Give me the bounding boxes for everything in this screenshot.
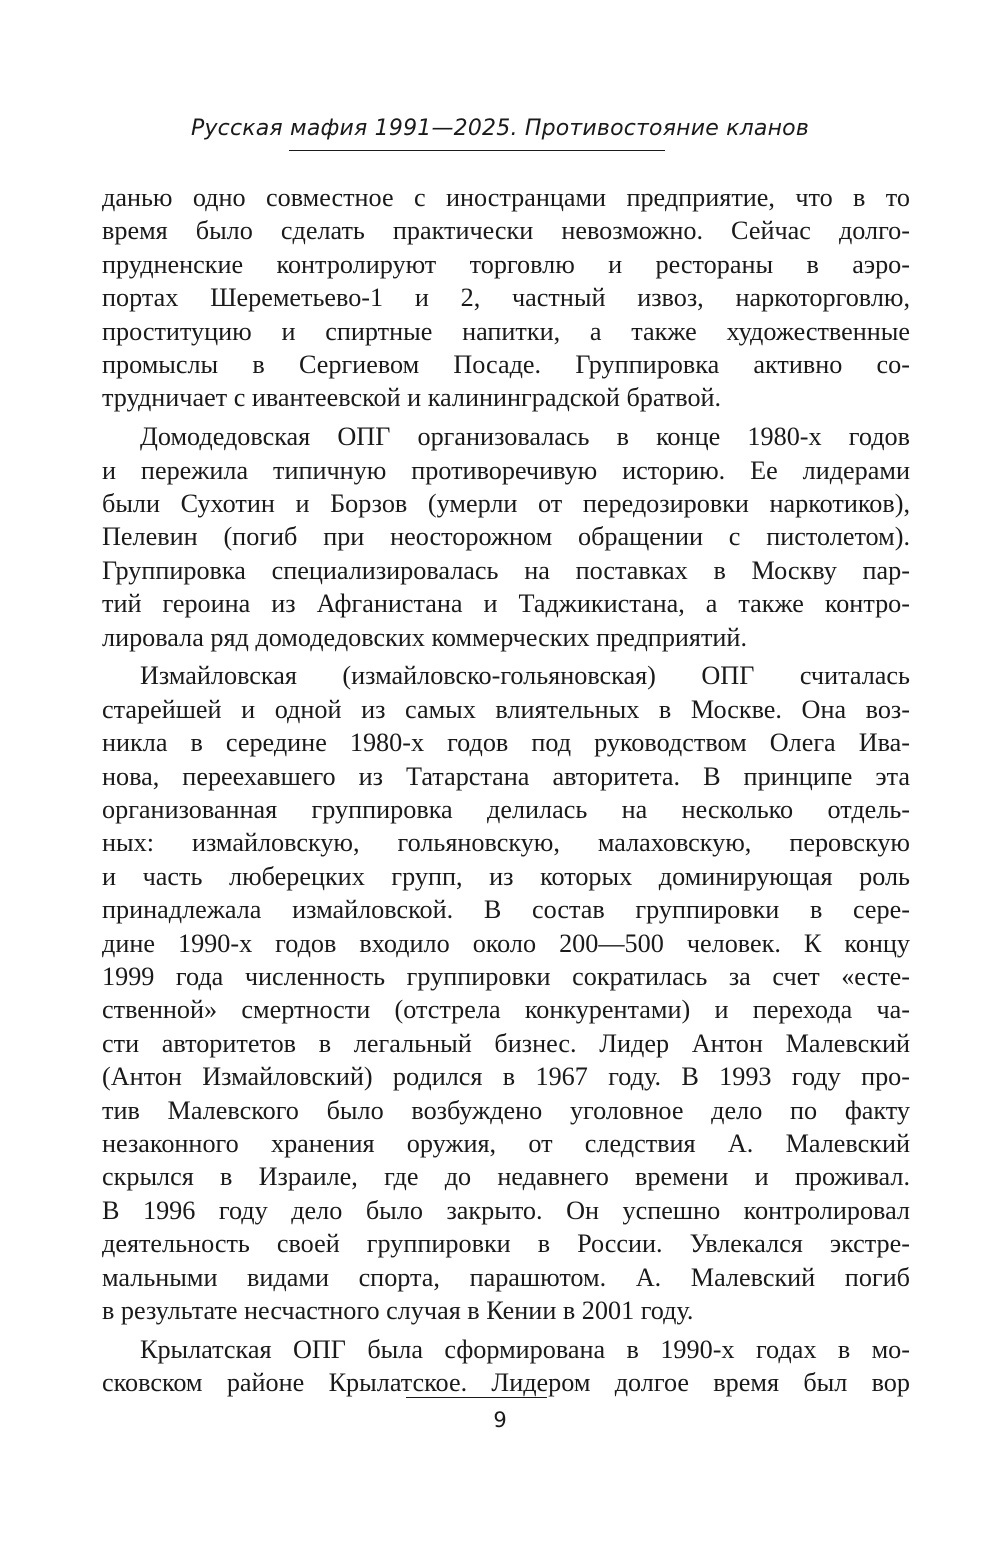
text-line: проституцию и спиртные напитки, а также художественные: [102, 316, 910, 346]
text-line: сковском районе Крылатское. Лидером долгое время был вор: [102, 1368, 910, 1398]
text-line: промыслы в Сергиевом Посаде. Группировка активно со-: [102, 349, 910, 379]
text-line: Крылатская ОПГ была сформирована в 1990-х годах в мо-: [140, 1334, 910, 1364]
text-line: тив Малевского было возбуждено уголовное дело по факту: [102, 1095, 910, 1125]
text-line: и пережила типичную противоречивую историю. Ее лидерами: [102, 455, 910, 485]
running-header-title: Русская мафия 1991—2025. Противостояние кланов: [190, 116, 809, 141]
text-line: мальными видами спорта, парашютом. А. Малевский погиб: [102, 1262, 910, 1292]
header-divider: [289, 150, 665, 151]
text-line: дине 1990-х годов входило около 200—500 человек. К концу: [102, 928, 910, 958]
text-line: были Сухотин и Борзов (умерли от передозировки наркотиков),: [102, 489, 910, 519]
text-line: ных: измайловскую, гольяновскую, малаховскую, перовскую: [102, 828, 910, 858]
text-line: В 1996 году дело было закрыто. Он успешно контролировал: [102, 1195, 910, 1225]
text-line: портах Шереметьево-1 и 2, частный извоз, наркоторговлю,: [102, 283, 910, 313]
text-line: Группировка специализировалась на поставках в Москву пар-: [102, 555, 910, 585]
text-line: Пелевин (погиб при неосторожном обращении с пистолетом).: [102, 522, 910, 552]
paragraph: [102, 1333, 910, 1400]
text-line: лировала ряд домодедовских коммерческих предприятий.: [102, 622, 747, 652]
text-line: Измайловская (измайловско-гольяновская) ОПГ считалась: [140, 661, 910, 691]
paragraph: [102, 181, 910, 415]
paragraph: [102, 420, 910, 654]
text-line: 1999 года численность группировки сократилась за счет «есте-: [102, 961, 910, 991]
text-line: незаконного хранения оружия, от следствия А. Малевский: [102, 1128, 910, 1158]
body-text: [102, 181, 910, 1400]
text-line: организованная группировка делилась на несколько отдель-: [102, 795, 910, 825]
text-line: нова, переехавшего из Татарстана авторитета. В принципе эта: [102, 761, 910, 791]
text-line: в результате несчастного случая в Кении в 2001 году.: [102, 1295, 694, 1325]
text-line: данью одно совместное с иностранцами предприятие, что в то: [102, 183, 910, 212]
text-line: скрылся в Израиле, где до недавнего времени и проживал.: [102, 1162, 910, 1192]
text-line: старейшей и одной из самых влиятельных в Москве. Она воз-: [102, 694, 910, 724]
text-line: трудничает с ивантеевской и калининградской братвой.: [102, 383, 722, 413]
text-line: принадлежала измайловской. В состав группировки в сере-: [102, 895, 910, 925]
text-line: никла в середине 1980-х годов под руководством Олега Ива-: [102, 728, 910, 758]
footer-divider: [406, 1397, 547, 1398]
text-line: и часть люберецких групп, из которых доминирующая роль: [102, 861, 910, 891]
text-line: прудненские контролируют торговлю и рестораны в аэро-: [102, 249, 910, 279]
paragraph: [102, 659, 910, 1327]
text-line: ственной» смертности (отстрела конкурентами) и перехода ча-: [102, 995, 910, 1025]
text-line: Домодедовская ОПГ организовалась в конце 1980-х годов: [140, 422, 910, 452]
text-line: сти авторитетов в легальный бизнес. Лидер Антон Малевский: [102, 1028, 910, 1058]
text-line: время было сделать практически невозможно. Сейчас долго-: [102, 216, 910, 246]
text-line: тий героина из Афганистана и Таджикистана, а также контро-: [102, 589, 910, 619]
text-line: деятельность своей группировки в России. Увлекался экстре-: [102, 1229, 910, 1259]
page-number: 9: [493, 1408, 507, 1432]
text-line: (Антон Измайловский) родился в 1967 году. В 1993 году про-: [102, 1062, 910, 1092]
